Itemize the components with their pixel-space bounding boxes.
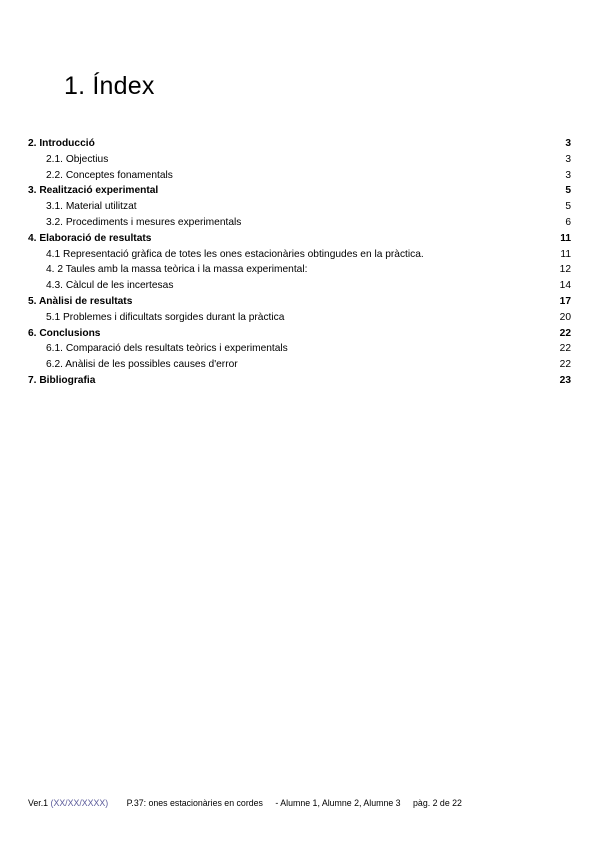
- toc-section[interactable]: [28, 183, 571, 199]
- toc-entry-label: 3. Realització experimental: [28, 185, 159, 197]
- footer-version: [28, 797, 108, 809]
- footer-version-label: Ver.1: [28, 798, 49, 808]
- toc-subsection[interactable]: [28, 215, 571, 231]
- toc-entry-label: 2. Introducció: [28, 138, 95, 149]
- toc-entry-page: 11: [560, 248, 571, 260]
- page-title: 1. Índex: [64, 72, 155, 100]
- toc-entry-page: 3: [565, 138, 571, 149]
- toc-entry-label: 4. Elaboració de resultats: [28, 232, 152, 244]
- toc-subsection[interactable]: [28, 310, 571, 326]
- toc-subsection[interactable]: [28, 199, 571, 215]
- toc-entry-page: 12: [559, 264, 571, 276]
- toc-entry-label: 3.1. Material utilitzat: [46, 201, 137, 213]
- toc-entry-page: 5: [565, 185, 571, 197]
- toc-entry-page: 23: [559, 374, 571, 386]
- toc-subsection[interactable]: [28, 341, 571, 357]
- toc-entry-label: 5. Anàlisi de resultats: [28, 295, 133, 307]
- toc-entry-label: 3.2. Procediments i mesures experimentals: [46, 216, 242, 228]
- toc-subsection[interactable]: [28, 247, 571, 263]
- toc-entry-page: 11: [560, 232, 571, 244]
- toc-entry-label: 7. Bibliografia: [28, 374, 96, 386]
- toc-entry-page: 6: [565, 216, 571, 228]
- toc-entry-page: 3: [565, 153, 571, 165]
- toc-entry-page: 22: [559, 359, 571, 371]
- toc-subsection[interactable]: [28, 357, 571, 373]
- footer-practice-title: P.37: ones estacionàries en cordes: [126, 798, 263, 808]
- toc-entry-label: 4.3. Càlcul de les incertesas: [46, 280, 174, 292]
- toc-entry-page: 17: [559, 295, 571, 307]
- toc-section[interactable]: [28, 136, 571, 152]
- toc-entry-page: 3: [565, 169, 571, 181]
- toc-entry-label: 6.2. Anàlisi de les possibles causes d'error: [46, 359, 238, 371]
- toc-entry-page: 22: [559, 343, 571, 355]
- toc-section[interactable]: [28, 294, 571, 310]
- toc-entry-label: 5.1 Problemes i dificultats sorgides durant la pràctica: [46, 311, 285, 323]
- toc-section[interactable]: [28, 326, 571, 342]
- toc-entry-label: 2.2. Conceptes fonamentals: [46, 169, 173, 181]
- page-footer: [28, 797, 462, 809]
- toc-section[interactable]: [28, 231, 571, 247]
- toc-entry-label: 2.1. Objectius: [46, 153, 109, 165]
- toc-entry-page: 20: [559, 311, 571, 323]
- toc-subsection[interactable]: [28, 152, 571, 168]
- toc-section[interactable]: [28, 373, 571, 389]
- toc-subsection[interactable]: [28, 168, 571, 184]
- toc-entry-label: 4.1 Representació gràfica de totes les ones estacionàries obtingudes en la pràctica.: [46, 248, 424, 260]
- toc-subsection[interactable]: [28, 262, 571, 278]
- footer-authors: - Alumne 1, Alumne 2, Alumne 3: [275, 798, 401, 808]
- toc-subsection[interactable]: [28, 278, 571, 294]
- footer-page-number: pàg. 2 de 22: [413, 798, 462, 808]
- toc-entry-page: 5: [565, 201, 571, 213]
- toc-entry-label: 6. Conclusions: [28, 327, 101, 339]
- toc-entry-page: 14: [559, 280, 571, 292]
- toc-entry-label: 4. 2 Taules amb la massa teòrica i la massa experimental:: [46, 264, 308, 276]
- toc-entry-page: 22: [559, 327, 571, 339]
- table-of-contents: [28, 136, 571, 389]
- toc-entry-label: 6.1. Comparació dels resultats teòrics i experimentals: [46, 343, 288, 355]
- footer-date: (XX/XX/XXXX): [50, 798, 109, 808]
